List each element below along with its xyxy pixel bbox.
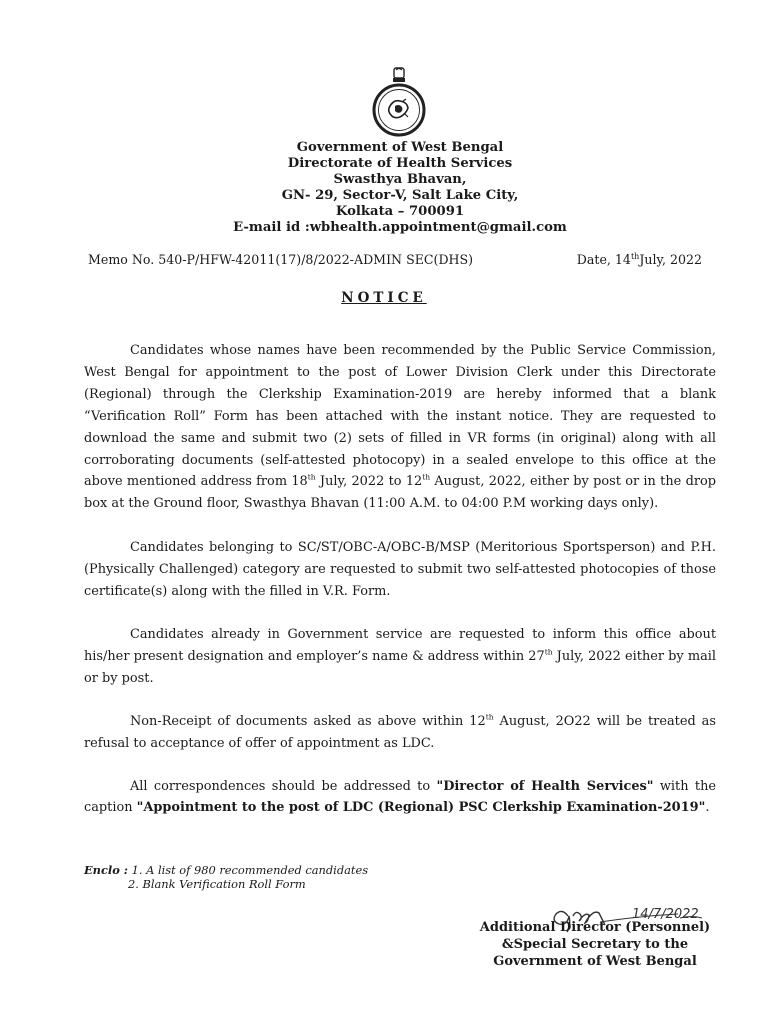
letterhead-government: Government of West Bengal: [296, 140, 504, 155]
enclosure-item: 2. Blank Verification Roll Form: [128, 877, 306, 891]
paragraph-non-receipt: Non-Receipt of documents asked as above within 12th August, 2O22 will be treated as refusal to acceptance of offer of appointment as LDC.: [84, 712, 716, 751]
enclosures-label: Enclo :: [84, 863, 128, 877]
memo-row: [88, 252, 702, 267]
letterhead-directorate: Directorate of Health Services: [287, 156, 513, 171]
enclosures: [84, 863, 368, 891]
letterhead-email: E-mail id :wbhealth.appointment@gmail.com: [233, 220, 567, 235]
signatory-title: Additional Director (Personnel): [479, 920, 711, 935]
paragraph-correspondence: All correspondences should be addressed to "Director of Health Services" with the caption "Appointment to the post of LDC (Regional) PSC Clerkship Examination-2019".: [84, 778, 716, 816]
paragraph-category-certificates: Candidates belonging to SC/ST/OBC-A/OBC-B/MSP (Meritorious Sportsperson) and P.H. (Physically Challenged) category are requested to submit two self-attested photocopies of those certificate(s) along with the filled in V.R. Form.: [84, 540, 716, 600]
enclosure-item: 1. A list of 980 recommended candidates: [128, 863, 369, 877]
signatory-secretary: &Special Secretary to the: [501, 937, 689, 952]
notice-title: NOTICE: [341, 290, 427, 306]
letterhead: [200, 140, 600, 236]
signature-date: 14/7/2022: [632, 907, 699, 922]
memo-number: Memo No. 540-P/HFW-42011(17)/8/2022-ADMIN SEC(DHS): [88, 252, 474, 267]
letterhead-address: GN- 29, Sector-V, Salt Lake City,: [281, 188, 519, 203]
paragraph-verification-roll: Candidates whose names have been recommended by the Public Service Commission, West Bengal for appointment to the post of Lower Division Clerk under this Directorate (Regional) through the Clerkship Examination-2019 are hereby informed that a blank “Verification Roll” Form has been attached with the instant notice. They are requested to download the same and submit two (2) sets of filled in VR forms (in original) along with all corroborating documents (self-attested photocopy) in a sealed envelope to this office at the above mentioned address from 18th July, 2022 to 12th August, 2022, either by post or in the drop box at the Ground floor, Swasthya Bhavan (11:00 A.M. to 04:00 P.M working days only).: [84, 343, 716, 512]
memo-date: Date, 14thJuly, 2022: [576, 252, 702, 268]
paragraph-government-service: Candidates already in Government service are requested to inform this office about his/her present designation and employer’s name & address within 27th July, 2022 either by mail or by post.: [84, 626, 716, 686]
letterhead-building: Swasthya Bhavan,: [333, 172, 467, 187]
notice-body: [84, 340, 716, 841]
state-emblem-icon: [371, 64, 427, 142]
letterhead-city: Kolkata – 700091: [335, 204, 465, 219]
signatory-government: Government of West Bengal: [493, 954, 697, 969]
signatory-block: [470, 919, 720, 970]
